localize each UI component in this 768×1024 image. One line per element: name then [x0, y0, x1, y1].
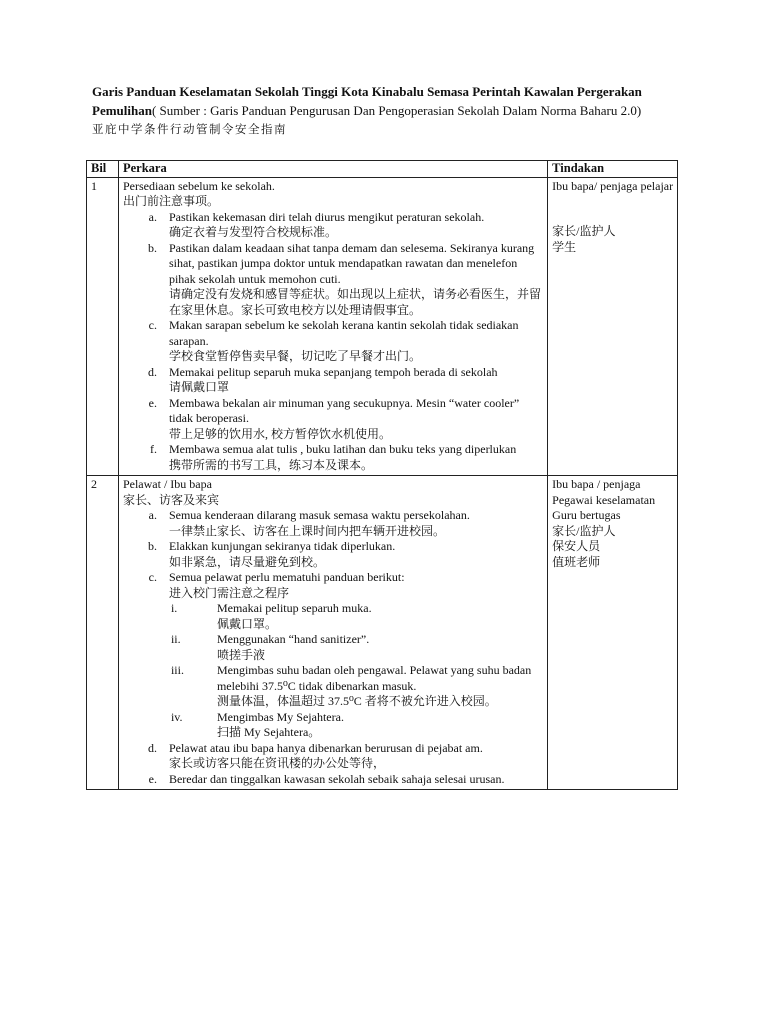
section-heading-chinese: 出门前注意事项。 — [122, 194, 219, 208]
sub-list-item-text-chinese: 佩戴口罩。 — [216, 616, 277, 631]
list-item — [123, 570, 544, 601]
list-item-label: f. — [149, 442, 157, 456]
header-perkara: Perkara — [118, 161, 547, 178]
guideline-table — [86, 160, 678, 790]
sub-list-item-text-chinese: 喷搓手液 — [216, 647, 265, 662]
list-item — [123, 318, 544, 365]
action-text-chinese: 家长/监护人 — [552, 523, 616, 538]
sub-list-item-text: Memakai pelitup separuh muka. — [216, 601, 372, 615]
action-text: Guru bertugas — [552, 508, 621, 522]
list-item-text: Memakai pelitup separuh muka sepanjang tempoh berada di sekolah — [168, 364, 498, 379]
sub-list-item-text-chinese: 测量体温，体温超过 37.5⁰C 者将不被允许进入校园。 — [216, 694, 497, 708]
list-item-text-chinese: 请确定没有发烧和感冒等症状。如出现以上症状，请务必看医生，并留在家里休息。家长可致电校方以处理请假事宜。 — [168, 287, 541, 317]
section-heading: Persediaan sebelum ke sekolah. — [122, 178, 275, 193]
row-number: 1 — [87, 177, 119, 476]
sub-list-item-label: iv. — [170, 709, 183, 724]
list-item — [123, 241, 544, 319]
row-content — [118, 476, 547, 790]
action-text: Ibu bapa / penjaga — [552, 477, 641, 491]
list-item-label: c. — [148, 318, 157, 332]
list-item — [123, 508, 544, 539]
list-item-text: Pastikan kekemasan diri telah diurus mengikut peraturan sekolah. — [168, 209, 485, 224]
section-heading-chinese: 家长、访客及来宾 — [122, 492, 219, 507]
action-text: Ibu bapa/ penjaga pelajar — [552, 178, 674, 193]
list-item-text-chinese: 进入校门需注意之程序 — [168, 585, 289, 600]
list-item-text-chinese: 携带所需的书写工具，练习本及课本。 — [168, 457, 373, 472]
list-item-text: Pelawat atau ibu bapa hanya dibenarkan berurusan di pejabat am. — [168, 740, 483, 755]
table-row — [87, 177, 678, 476]
list-item — [123, 741, 544, 772]
list-item — [123, 442, 544, 473]
list-item-text: Membawa semua alat tulis , buku latihan dan buku teks yang diperlukan — [168, 442, 517, 456]
list-item-label: d. — [147, 740, 157, 755]
table-row — [87, 476, 678, 790]
list-item-text-chinese: 带上足够的饮用水, 校方暂停饮水机使用。 — [168, 426, 391, 441]
row-actions — [548, 177, 678, 476]
document-title-chinese: 亚庇中学条件行动管制令安全指南 — [92, 124, 287, 136]
sub-list-item — [123, 601, 544, 632]
list-item-label: e. — [148, 771, 157, 786]
action-text-chinese: 家长/监护人 — [552, 224, 616, 238]
row-number: 2 — [87, 476, 119, 790]
list-item-text: Semua pelawat perlu mematuhi panduan berikut: — [168, 570, 405, 584]
action-text-chinese: 学生 — [552, 239, 577, 254]
sub-list-item-text: Mengimbas suhu badan oleh pengawal. Pelawat yang suhu badan melebihi 37.5⁰C tidak dibenarkan masuk. — [216, 663, 532, 693]
list-item — [123, 210, 544, 241]
sub-list-item-label: ii. — [170, 632, 181, 646]
list-item-text: Pastikan dalam keadaan sihat tanpa demam dan selesema. Sekiranya kurang sihat, pastikan jumpa doktor untuk mendapatkan rawatan dan menelefon pihak sekolah untuk memohon cuti. — [168, 240, 535, 286]
action-text: Pegawai keselamatan — [552, 492, 656, 507]
document-heading — [92, 82, 682, 140]
list-item-label: e. — [148, 395, 157, 410]
list-item-label: a. — [148, 508, 157, 522]
list-item-label: d. — [147, 364, 157, 379]
header-bil: Bil — [87, 161, 119, 178]
list-item-text-chinese: 学校食堂暂停售卖早餐，切记吃了早餐才出门。 — [168, 349, 421, 363]
action-text-chinese: 保安人员 — [552, 539, 601, 553]
sub-list-item — [123, 663, 544, 710]
action-text-chinese: 值班老师 — [552, 554, 601, 569]
list-item-text-chinese: 如非紧急，请尽量避免到校。 — [168, 554, 325, 569]
list-item-text: Membawa bekalan air minuman yang secukupnya. Mesin “water cooler” tidak beroperasi. — [168, 395, 520, 425]
list-item-label: a. — [148, 209, 157, 224]
list-item-label: b. — [147, 240, 157, 255]
section-heading: Pelawat / Ibu bapa — [122, 477, 212, 491]
sub-list-item-text: Menggunakan “hand sanitizer”. — [216, 632, 370, 646]
list-item-text-chinese: 确定衣着与发型符合校规标准。 — [168, 225, 337, 239]
list-item-text-chinese: 家长或访客只能在资讯楼的办公处等待， — [168, 756, 385, 770]
sub-list-item — [123, 710, 544, 741]
list-item-text: Makan sarapan sebelum ke sekolah kerana kantin sekolah tidak sediakan sarapan. — [168, 318, 519, 348]
header-tindakan: Tindakan — [548, 161, 678, 178]
sub-list-item-label: iii. — [170, 663, 184, 677]
list-item-text-chinese: 一律禁止家长、访客在上课时间内把车辆开进校园。 — [168, 523, 445, 538]
title-bold: Garis Panduan Keselamatan Sekolah Tinggi Kota Kinabalu Semasa Perintah Kawalan Pergerakan Pemulihan — [92, 84, 642, 118]
list-item-label: b. — [147, 539, 157, 553]
sub-list-item-label: i. — [170, 601, 178, 615]
list-item-text-chinese: 请佩戴口罩 — [168, 380, 229, 394]
list-item — [123, 772, 544, 788]
row-actions — [548, 476, 678, 790]
list-item — [123, 396, 544, 443]
sub-list-item — [123, 632, 544, 663]
document-title — [92, 82, 682, 120]
list-item-text: Elakkan kunjungan sekiranya tidak diperlukan. — [168, 539, 396, 553]
sub-list-item-text-chinese: 扫描 My Sejahtera。 — [216, 725, 321, 739]
table-header-row — [87, 161, 678, 178]
title-source: ( Sumber : Garis Panduan Pengurusan Dan Pengoperasian Sekolah Dalam Norma Baharu 2.0) — [151, 103, 642, 118]
list-item-label: c. — [148, 570, 157, 584]
sub-list-item-text: Mengimbas My Sejahtera. — [216, 709, 344, 724]
list-item — [123, 539, 544, 570]
list-item-text: Semua kenderaan dilarang masuk semasa waktu persekolahan. — [168, 508, 470, 522]
list-item — [123, 365, 544, 396]
row-content — [118, 177, 547, 476]
list-item-text: Beredar dan tinggalkan kawasan sekolah sebaik sahaja selesai urusan. — [168, 771, 505, 786]
